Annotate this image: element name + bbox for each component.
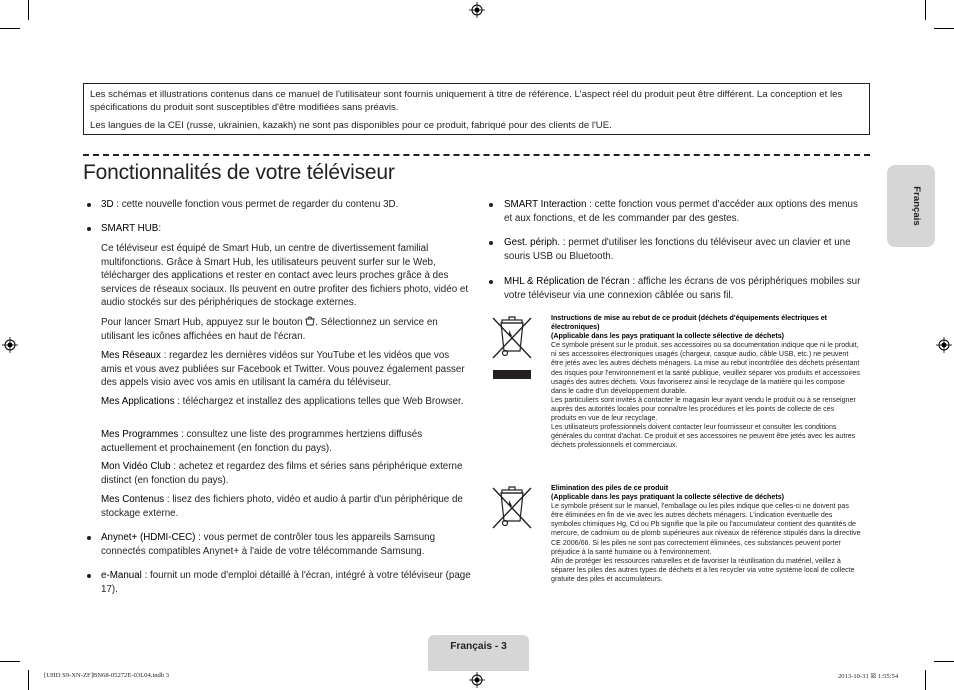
crop-mark [934, 28, 954, 29]
anynet-label: Anynet+ (HDMI-CEC) [101, 532, 196, 543]
mes-contenus-item [101, 493, 471, 520]
crop-mark [28, 0, 29, 20]
page-number: Français - 3 [450, 641, 507, 652]
weee-products-paragraph: Ce symbole présent sur le produit, ses accessoires ou sa documentation indique que ni le produit, ni ses accessoires électroniques usagés (chargeur, casque audio, câble USB, etc.) ne peuvent être jetés avec les autres déchets ménagers. La mise au rebut incontrôlée des déchets présentant des risques pour l'environnement et la santé publique, veuillez séparer vos produits et accessoires usagés des autres déchets. Vous favoriserez ainsi le recyclage de la matière qui les compose dans le cadre d'un développement durable. [551, 341, 860, 395]
crossed-out-battery-bin-icon [489, 482, 535, 534]
mon-video-club-item [101, 460, 471, 487]
feature-3d-text: : cette nouvelle fonction vous permet de regarder du contenu 3D. [113, 199, 399, 210]
smart-hub-launch-text-end: . Sélectionnez un service en utilisant les icônes affichées en haut de l'écran. [101, 317, 438, 342]
feature-3d-label: 3D [101, 199, 114, 210]
registration-mark-icon [469, 2, 485, 18]
language-side-tab [887, 165, 935, 247]
disclaimer-language-text: Les langues de la CEI (russe, ukrainien, kazakh) ne sont pas disponibles pour ce produit, fabriqué pour des clients de l'UE. [90, 120, 612, 131]
feature-3d [101, 198, 471, 212]
bullet-icon [489, 241, 493, 245]
weee-products-subtitle: (Applicable dans les pays pratiquant la collecte sélective de déchets) [551, 332, 784, 341]
page-number-tab [428, 635, 529, 671]
crop-mark [925, 670, 926, 690]
weee-products-notice [551, 314, 861, 450]
section-divider [83, 154, 870, 156]
gest-periph-item [504, 236, 864, 263]
feature-smart-hub [101, 222, 471, 236]
crossed-out-wheelie-bin-icon [489, 312, 535, 382]
mhl-text: : affiche les écrans de vos périphériques mobiles sur votre téléviseur via une connexion câblée ou sans fil. [504, 276, 861, 301]
language-side-tab-label: Français [911, 186, 923, 226]
print-file-info: [UHD S9-XN-ZF]BN68-05272E-03L04.indb 3 [44, 672, 170, 679]
mes-programmes-label: Mes Programmes [101, 429, 179, 440]
weee-products-title: Instructions de mise au rebut de ce produit (déchets d'équipements électriques et électroniques) [551, 314, 828, 332]
smart-hub-launch-instructions [101, 316, 471, 343]
crop-mark [0, 28, 20, 29]
mes-programmes-text: : consultez une liste des programmes hertziens diffusés actuellement et prochainement (en fonction du pays). [101, 429, 423, 454]
mon-video-club-text: : achetez et regardez des films et séries sans périphérique externe distinct (en fonction du pays). [101, 461, 463, 486]
crop-mark [0, 661, 20, 662]
battery-disposal-paragraph: Le symbole présent sur le manuel, l'emballage ou les piles indique que celles-ci ne doivent pas être éliminées en fin de vie avec les autres déchets ménagers. L'indication éventuelle des symboles chimiques Hg, Cd ou Pb signifie que la pile ou l'accumulateur contient des quantités de mercure, de cadmium ou de plomb supérieures aux niveaux de référence stipulés dans la directive CE 2006/66. Si les piles ne sont pas correctement éliminées, ces substances peuvent porter préjudice à la santé humaine ou à l'environnement. [551, 502, 861, 556]
crop-mark [925, 0, 926, 20]
mes-reseaux-label: Mes Réseaux [101, 350, 161, 361]
smart-hub-description: Ce téléviseur est équipé de Smart Hub, un centre de divertissement familial multifonctions. Grâce à Smart Hub, les utilisateurs peuvent surfer sur le Web, télécharger des applications et rester en contact avec leurs proches grâce à des services de réseaux sociaux. Ils peuvent en outre profiter des fichiers photo, vidéo et audio stockés sur des périphériques de stockage externes. [101, 243, 469, 309]
bullet-icon [489, 280, 493, 284]
bullet-icon [87, 203, 91, 207]
crop-mark [934, 661, 954, 662]
anynet-item [101, 531, 471, 558]
print-timestamp: 2013-10-31 ☒ 1:55:54 [838, 673, 899, 680]
mes-programmes-item [101, 428, 471, 455]
smart-hub-button-icon [305, 316, 315, 326]
mes-applications-text: : téléchargez et installez des applications telles que Web Browser. [174, 396, 464, 407]
disclaimer-text: Les schémas et illustrations contenus dans ce manuel de l'utilisateur sont fournis uniquement à titre de référence. L'aspect réel du produit peut être différent. La conception et les spécifications du produit sont susceptibles d'être modifiées sans préavis. [90, 89, 843, 113]
e-manual-text: : fournit un mode d'emploi détaillé à l'écran, intégré à votre téléviseur (page 17). [101, 570, 471, 595]
e-manual-label: e-Manual [101, 570, 142, 581]
registration-mark-icon [936, 337, 952, 353]
mes-applications-label: Mes Applications [101, 396, 175, 407]
bullet-icon [87, 574, 91, 578]
weee-products-paragraph: Les particuliers sont invités à contacter le magasin leur ayant vendu le produit ou à se renseigner auprès des autorités locales pour connaître les procédures et les points de collecte de ces produits en vue de leur recyclage. [551, 395, 856, 423]
crop-mark [28, 670, 29, 690]
smart-interaction-label: SMART Interaction [504, 199, 587, 210]
mes-contenus-label: Mes Contenus [101, 494, 165, 505]
registration-mark-icon [2, 337, 18, 353]
mes-reseaux-text: : regardez les dernières vidéos sur YouTube et les vidéos que vos amis et vous avez publiées sur Facebook et Twitter. Vous pouvez également passer des appels visio avec vos amis en utilisant la caméra du téléviseur. [101, 350, 465, 389]
page-title: Fonctionnalités de votre téléviseur [83, 161, 395, 184]
battery-disposal-paragraph: Afin de protéger les ressources naturelles et de favoriser la réutilisation du matériel, veillez à séparer les piles des autres types de déchets et à les recycler via votre système local de collecte gratuite des piles et accumulateurs. [551, 556, 855, 583]
mon-video-club-label: Mon Vidéo Club [101, 461, 171, 472]
gest-periph-label: Gest. périph. [504, 237, 561, 248]
registration-mark-icon [469, 672, 485, 688]
disclaimer-box [83, 83, 870, 135]
battery-disposal-subtitle: (Applicable dans les pays pratiquant la collecte sélective de déchets) [551, 493, 784, 502]
bullet-icon [87, 536, 91, 540]
mes-contenus-text: : lisez des fichiers photo, vidéo et audio à partir d'un périphérique de stockage externe. [101, 494, 463, 519]
anynet-text: : vous permet de contrôler tous les appareils Samsung connectés compatibles Anynet+ à l'aide de votre télécommande Samsung. [101, 532, 436, 557]
mes-applications-item [101, 395, 471, 409]
bullet-icon [489, 203, 493, 207]
smart-hub-launch-text: Pour lancer Smart Hub, appuyez sur le bouton [101, 317, 306, 328]
mhl-item [504, 275, 864, 302]
battery-disposal-notice [551, 484, 861, 584]
mes-reseaux-item [101, 349, 471, 390]
gest-periph-text: : permet d'utiliser les fonctions du téléviseur avec un clavier et une souris USB ou Bluetooth. [504, 237, 851, 262]
smart-interaction-item [504, 198, 864, 225]
mhl-label: MHL & Réplication de l'écran [504, 276, 630, 287]
smart-hub-colon: : [158, 223, 162, 234]
weee-products-paragraph: Les utilisateurs professionnels doivent contacter leur fournisseur et consulter les conditions générales du contrat d'achat. Ce produit et ses accessoires ne peuvent être jetés avec les autres déchets professionnels et commerciaux. [551, 423, 856, 450]
bullet-icon [87, 227, 91, 231]
battery-disposal-title: Elimination des piles de ce produit [551, 484, 669, 492]
smart-hub-label: SMART HUB [101, 223, 159, 234]
e-manual-item [101, 569, 471, 596]
smart-interaction-text: : cette fonction vous permet d'accéder aux options des menus et aux fonctions, et de les commander par des gestes. [504, 199, 858, 224]
